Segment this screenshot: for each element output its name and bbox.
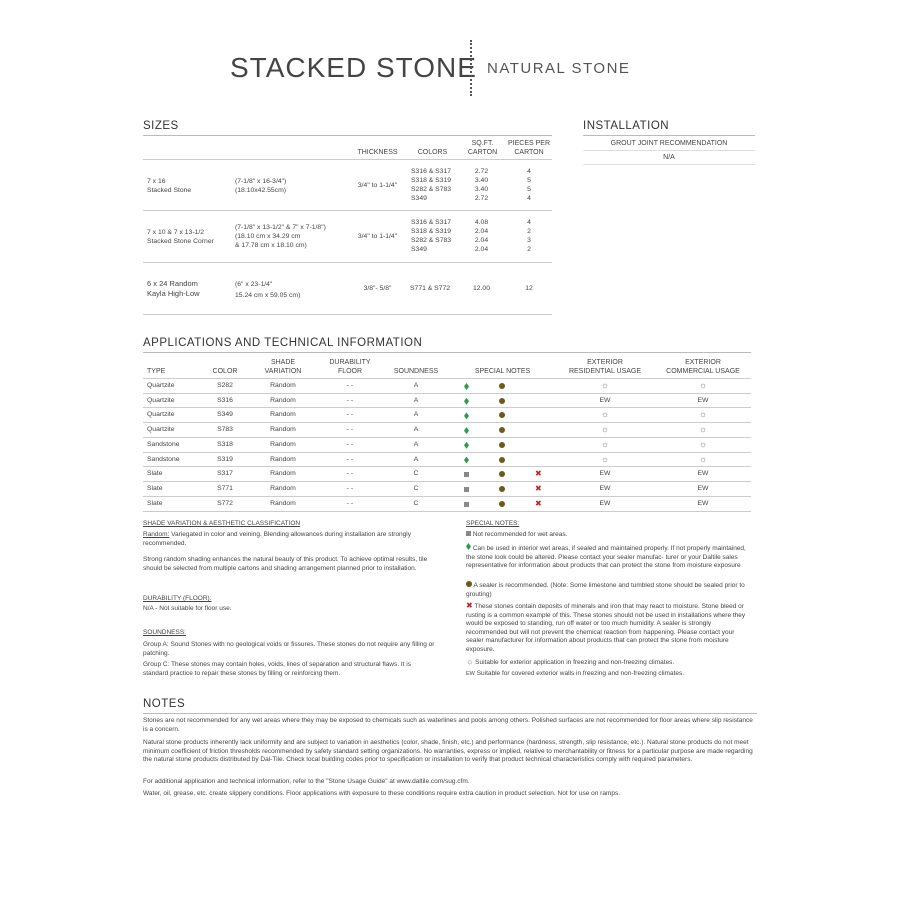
cell-color: S771	[217, 484, 233, 492]
cell-soundness: A	[413, 396, 419, 404]
soundness-title: SOUNDNESS:	[143, 629, 186, 636]
cell-color: S772	[217, 499, 233, 507]
notes-paragraph-3: For additional application and technical information, refer to the "Stone Usage Guide" at www.daltile.com/sug.cfm.	[143, 778, 470, 785]
size-sqft: 4.08 2.04 2.04 2.04	[474, 219, 489, 253]
cell-color: S282	[217, 382, 233, 389]
size-name: 7 x 16 Stacked Stone	[147, 178, 192, 194]
x-icon: ✖	[535, 483, 542, 493]
size-dimensions: (7-1/8" x 13-1/2" & 7" x 7-1/8") (18.10 cm x 34.29 cm & 17.78 cm x 18.10 cm)	[235, 224, 326, 249]
cell-color: S316	[217, 396, 233, 404]
soundness-group-a: Group A: Sound Stones with no geological voids or fissures. These stones do not require any filling or patching.	[143, 641, 435, 657]
diamond-icon	[464, 442, 469, 449]
size-pieces: 12	[525, 285, 533, 292]
cell-soundness: A	[413, 426, 419, 434]
cell-soundness: A	[413, 440, 419, 448]
cell-color: S319	[217, 455, 233, 463]
cell-soundness: A	[413, 382, 419, 389]
cell-soundness: A	[413, 455, 419, 463]
cell-commercial: EW	[697, 470, 709, 478]
size-dimensions: (7-1/8" x 16-3/4") (18.10x42.55cm)	[235, 178, 287, 194]
cell-durability: - -	[346, 396, 354, 404]
size-name: 6 x 24 Random Kayla High-Low	[147, 279, 200, 298]
sun-icon: ☼	[466, 657, 474, 666]
cell-residential: EW	[599, 484, 611, 492]
applications-title: APPLICATIONS AND TECHNICAL INFORMATION	[143, 337, 423, 349]
dot-icon	[499, 412, 505, 418]
cell-soundness: A	[413, 411, 419, 419]
sun-icon: ☼	[600, 380, 610, 390]
cell-color: S318	[217, 440, 233, 448]
installation-title: INSTALLATION	[583, 120, 670, 132]
sun-icon: ☼	[600, 438, 610, 449]
app-header-special-notes: SPECIAL NOTES	[474, 368, 531, 375]
dot-icon	[499, 398, 505, 404]
app-header-type: TYPE	[147, 368, 166, 375]
sizes-rule	[143, 135, 552, 136]
cell-type: Quartzite	[147, 382, 175, 389]
size-thickness: 3/4" to 1-1/4"	[357, 182, 398, 189]
cell-commercial: EW	[697, 484, 709, 492]
cell-type: Quartzite	[147, 426, 175, 434]
table-row	[143, 466, 751, 481]
table-row	[143, 393, 751, 408]
cell-shade: Random	[270, 440, 296, 448]
applications-rule	[143, 352, 751, 353]
cell-commercial: EW	[697, 396, 709, 404]
cell-durability: - -	[346, 455, 354, 463]
shade-paragraph: Strong random shading enhances the natural beauty of this product. To achieve optimal results, tile should be selected from multiple cartons and shading arrangement planned prior to installation.	[143, 556, 428, 572]
diamond-icon	[464, 383, 469, 390]
notes-rule	[143, 713, 757, 714]
table-row	[143, 496, 751, 511]
cell-shade: Random	[270, 484, 296, 492]
cell-type: Sandstone	[147, 440, 180, 448]
grout-label: GROUT JOINT RECOMMENDATION	[610, 140, 728, 147]
sun-icon: ☼	[698, 453, 708, 464]
page-title: STACKED STONE	[230, 52, 477, 83]
x-icon: ✖	[535, 469, 542, 479]
shade-title: SHADE VARIATION & AESTHETIC CLASSIFICATION	[143, 520, 301, 527]
installation-rule-3	[583, 164, 755, 165]
dot-icon	[499, 427, 505, 433]
sizes-row	[143, 159, 552, 210]
dot-icon	[499, 486, 505, 492]
size-dimensions: (6" x 23-1/4" 15.24 cm x 59.05 cm)	[235, 281, 301, 299]
cell-durability: - -	[346, 411, 354, 419]
cell-soundness: C	[413, 470, 419, 478]
diamond-icon	[464, 427, 469, 434]
cell-shade: Random	[270, 470, 296, 478]
cell-commercial: EW	[697, 499, 709, 507]
x-icon: ✖	[466, 601, 473, 610]
cell-shade: Random	[270, 455, 296, 463]
cell-type: Sandstone	[147, 455, 180, 463]
size-sqft: 12.00	[472, 285, 490, 292]
sun-icon: ☼	[698, 380, 708, 390]
cell-shade: Random	[270, 396, 296, 404]
cell-durability: - -	[346, 382, 354, 389]
sun-icon: ☼	[698, 409, 708, 420]
cell-durability: - -	[346, 484, 354, 492]
installation-rule-2	[583, 150, 755, 151]
table-row	[143, 422, 751, 437]
table-row	[143, 481, 751, 496]
soundness-group-c: Group C: These stones may contain holes, voids, lines of separation and structural flaws. It is standard practice to repair these stones by filling or reinforcing them.	[143, 661, 411, 677]
cell-color: S783	[217, 426, 233, 434]
cell-type: Slate	[147, 499, 163, 507]
x-icon: ✖	[535, 498, 542, 508]
cell-color: S349	[217, 411, 233, 419]
applications-bottom-rule	[143, 511, 751, 512]
durability-title: DURABILITY (FLOOR):	[143, 595, 212, 602]
sun-icon: ☼	[698, 438, 708, 449]
cell-residential: EW	[599, 470, 611, 478]
durability-text: N/A - Not suitable for floor use.	[143, 605, 232, 612]
app-header-commercial: EXTERIOR COMMERCIAL USAGE	[666, 359, 740, 375]
notes-paragraph-4: Water, oil, grease, etc. create slippery conditions. Floor applications with exposure to these conditions require extra caution in product selection. Not for use on ramps.	[143, 790, 621, 797]
cell-shade: Random	[270, 411, 296, 419]
title-divider	[470, 40, 472, 96]
table-row	[143, 378, 751, 393]
app-header-color: COLOR	[212, 368, 238, 375]
note-diamond: Can be used in interior wet areas, if sealed and maintained properly. If not properly maintained, the stone look could be altered. Please contact your sealer manufac- turer or your Daltile sales representative for information about products that can protect the stone from moisture exposure	[466, 545, 746, 569]
special-notes-title: SPECIAL NOTES:	[466, 520, 520, 527]
table-row	[143, 452, 751, 467]
size-colors: S316 & S317 S318 & S319 S282 & S783 S349	[411, 219, 452, 253]
size-colors: S771 & S772	[410, 285, 451, 292]
square-icon	[464, 472, 469, 477]
note-x: ✖ These stones contain deposits of minerals and iron that may react to moisture. Stone bleed or rusting is a common example of this. These stones should not be used in installations where they would be exposed to standing, run off water or too much humidity. A sealer is strongly recommended but will not prevent the chemical reaction from happening. Please contact your sealer manufacturer for information about products that can protect the stone from moisture exposure.	[466, 601, 746, 653]
size-sqft: 2.72 3.40 3.40 2.72	[474, 168, 489, 202]
cell-durability: - -	[346, 426, 354, 434]
sizes-title: SIZES	[143, 120, 179, 132]
size-thickness: 3/4" to 1-1/4"	[357, 233, 398, 240]
cell-type: Quartzite	[147, 411, 175, 419]
sizes-header-thickness: THICKNESS	[357, 149, 398, 156]
cell-soundness: C	[413, 499, 419, 507]
app-header-residential: EXTERIOR RESIDENTIAL USAGE	[568, 359, 642, 375]
dot-icon	[499, 457, 505, 463]
dot-icon	[466, 581, 472, 587]
sizes-header-colors: COLORS	[417, 149, 448, 156]
note-ew: EW Suitable for covered exterior walls in freezing and non-freezing climates.	[466, 670, 685, 677]
cell-residential: EW	[599, 499, 611, 507]
size-thickness: 3/8"- 5/8"	[363, 285, 392, 292]
cell-shade: Random	[270, 499, 296, 507]
cell-type: Slate	[147, 484, 163, 492]
size-name: 7 x 10 & 7 x 13-1/2 Stacked Stone Corner	[147, 229, 214, 245]
installation-rule	[583, 135, 755, 136]
cell-residential: EW	[599, 396, 611, 404]
app-header-durability: DURABILITY FLOOR	[329, 359, 371, 375]
square-icon	[464, 487, 469, 492]
diamond-icon	[464, 412, 469, 419]
cell-durability: - -	[346, 470, 354, 478]
square-icon	[466, 531, 471, 536]
sun-icon: ☼	[600, 453, 610, 464]
dot-icon	[499, 383, 505, 389]
app-header-soundness: SOUNDNESS	[393, 368, 439, 375]
shade-random: Random: Variegated in color and veining. Blending allowances during installation are strongly recommended.	[143, 531, 411, 547]
dot-icon	[499, 501, 505, 507]
sun-icon: ☼	[600, 409, 610, 420]
app-header-shade: SHADE VARIATION	[264, 359, 302, 375]
size-pieces: 4 5 5 4	[527, 168, 531, 202]
diamond-icon	[466, 543, 471, 550]
cell-type: Slate	[147, 470, 163, 478]
note-dot: A sealer is recommended. (Note: Some limestone and tumbled stone should be sealed prior to grouting)	[466, 582, 745, 598]
table-row	[143, 407, 751, 422]
cell-color: S317	[217, 470, 233, 478]
note-sun: ☼ Suitable for exterior application in freezing and non-freezing climates.	[466, 657, 675, 666]
cell-durability: - -	[346, 499, 354, 507]
note-square: Not recommended for wet areas.	[466, 531, 567, 540]
notes-paragraph-1: Stones are not recommended for any wet areas where they may be exposed to chemicals such as waterlines and pools among others. Polished surfaces are not recommended for floor areas where slip resistance is a concern.	[143, 717, 753, 733]
size-colors: S316 & S317 S318 & S319 S282 & S783 S349	[411, 168, 452, 202]
sun-icon: ☼	[698, 424, 708, 435]
size-pieces: 4 2 3 2	[527, 219, 531, 253]
sizes-header-pieces: PIECES PER CARTON	[507, 140, 550, 156]
diamond-icon	[464, 398, 469, 405]
table-row	[143, 437, 751, 452]
square-icon	[464, 502, 469, 507]
page-subtitle: NATURAL STONE	[487, 60, 631, 77]
cell-durability: - -	[346, 440, 354, 448]
diamond-icon	[464, 457, 469, 464]
dot-icon	[499, 471, 505, 477]
notes-paragraph-2: Natural stone products inherently lack uniformity and are subject to variation in aesthetics (color, shade, finish, etc.) and performance (hardness, strength, slip resistance, etc.). Natural stone products do not meet minimum coefficient of friction thresholds recommended by safety standard setting organizations. No warranties, express or implied, relative to merchantability or fitness for a particular purpose are made regarding the natural stone products distributed by Dal-Tile. Check local building codes prior to specification or installation to verify that product technical characteristics comply with required parameters.	[143, 739, 753, 763]
notes-title: NOTES	[143, 698, 186, 710]
dot-icon	[499, 442, 505, 448]
sizes-row	[143, 262, 552, 315]
cell-type: Quartzite	[147, 396, 175, 404]
sizes-header-sqft: SQ.FT. CARTON	[467, 140, 498, 156]
cell-shade: Random	[270, 426, 296, 434]
grout-value: N/A	[663, 154, 675, 161]
cell-soundness: C	[413, 484, 419, 492]
sun-icon: ☼	[600, 424, 610, 435]
sizes-row	[143, 210, 552, 262]
cell-shade: Random	[270, 382, 296, 389]
